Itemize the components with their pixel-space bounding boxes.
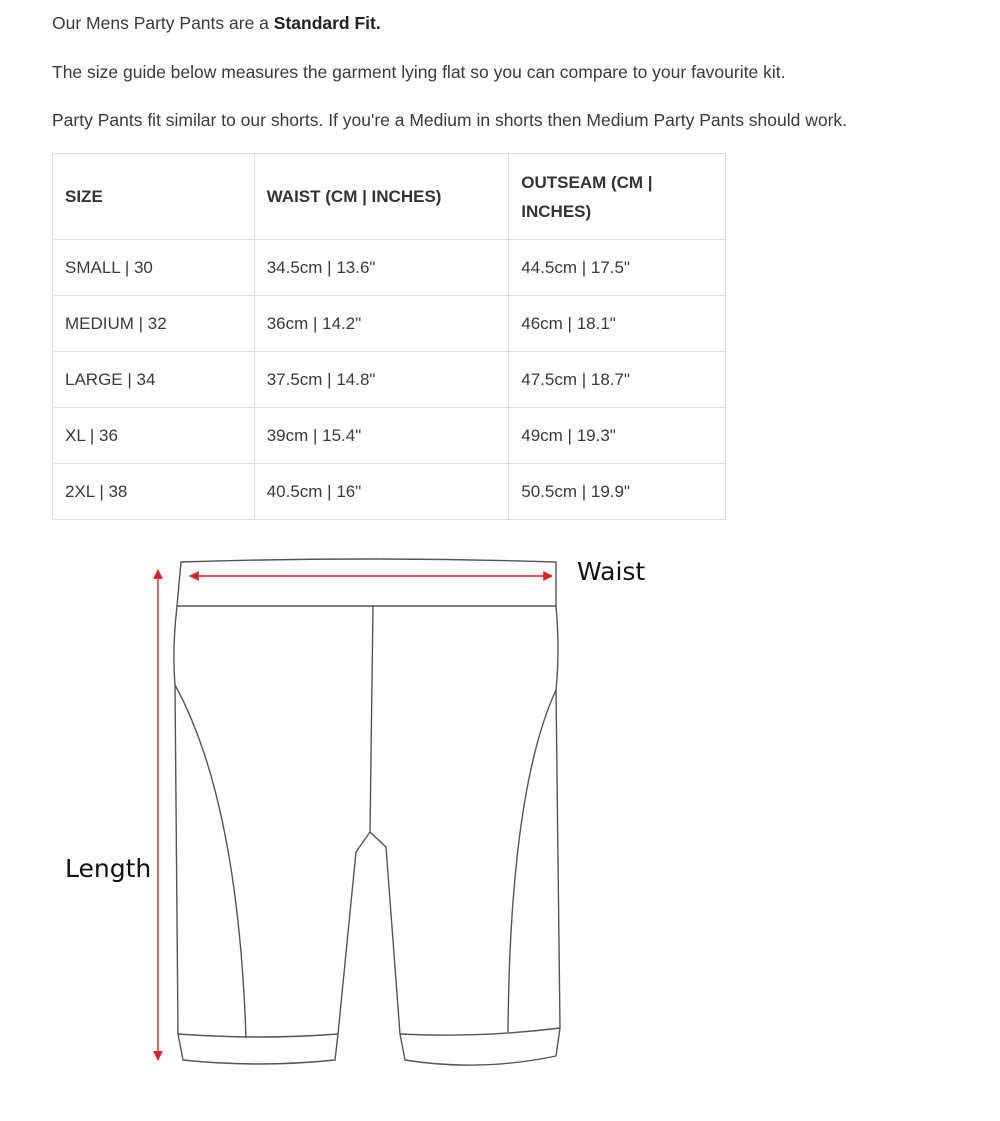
- waist-cell: 40.5cm | 16": [254, 464, 509, 520]
- table-header-row: [53, 154, 726, 240]
- waistband: [177, 559, 556, 606]
- fit-statement: [52, 11, 381, 35]
- header-size: SIZE: [53, 154, 255, 240]
- pants-outline: [174, 559, 560, 1065]
- size-cell: XL | 36: [53, 408, 255, 464]
- waist-cell: 37.5cm | 14.8": [254, 352, 509, 408]
- table-row: [53, 296, 726, 352]
- party-pants-illustration: [0, 540, 700, 1100]
- fit-statement-prefix: Our Mens Party Pants are a: [52, 13, 274, 33]
- size-cell: 2XL | 38: [53, 464, 255, 520]
- header-waist: WAIST (CM | INCHES): [254, 154, 509, 240]
- centre-seam: [370, 606, 373, 832]
- size-cell: MEDIUM | 32: [53, 296, 255, 352]
- outseam-cell: 50.5cm | 19.9": [509, 464, 726, 520]
- outseam-cell: 49cm | 19.3": [509, 408, 726, 464]
- size-guide-table: [52, 153, 726, 520]
- length-label: Length: [65, 854, 152, 883]
- right-side-panel: [508, 690, 556, 1032]
- left-outer-seam: [174, 606, 178, 1034]
- waist-cell: 36cm | 14.2": [254, 296, 509, 352]
- waist-cell: 39cm | 15.4": [254, 408, 509, 464]
- table-row: [53, 352, 726, 408]
- fit-comparison-note: Party Pants fit similar to our shorts. If you're a Medium in shorts then Medium Party Pants should work.: [52, 110, 848, 130]
- inner-leg-seams: [338, 832, 400, 1034]
- size-cell: SMALL | 30: [53, 240, 255, 296]
- left-hem: [178, 1034, 338, 1064]
- outseam-cell: 47.5cm | 18.7": [509, 352, 726, 408]
- table-row: [53, 408, 726, 464]
- table-row: [53, 240, 726, 296]
- header-outseam: OUTSEAM (CM | INCHES): [509, 154, 726, 240]
- outseam-cell: 46cm | 18.1": [509, 296, 726, 352]
- table-row: [53, 464, 726, 520]
- right-hem: [400, 1028, 560, 1065]
- right-outer-seam: [556, 606, 560, 1028]
- measurement-diagram: [0, 540, 700, 1100]
- measure-note: The size guide below measures the garment lying flat so you can compare to your favourite kit.: [52, 62, 786, 82]
- size-cell: LARGE | 34: [53, 352, 255, 408]
- left-side-panel: [175, 685, 246, 1038]
- waist-label: Waist: [577, 557, 646, 586]
- waist-cell: 34.5cm | 13.6": [254, 240, 509, 296]
- fit-type: Standard Fit.: [273, 13, 381, 33]
- outseam-cell: 44.5cm | 17.5": [509, 240, 726, 296]
